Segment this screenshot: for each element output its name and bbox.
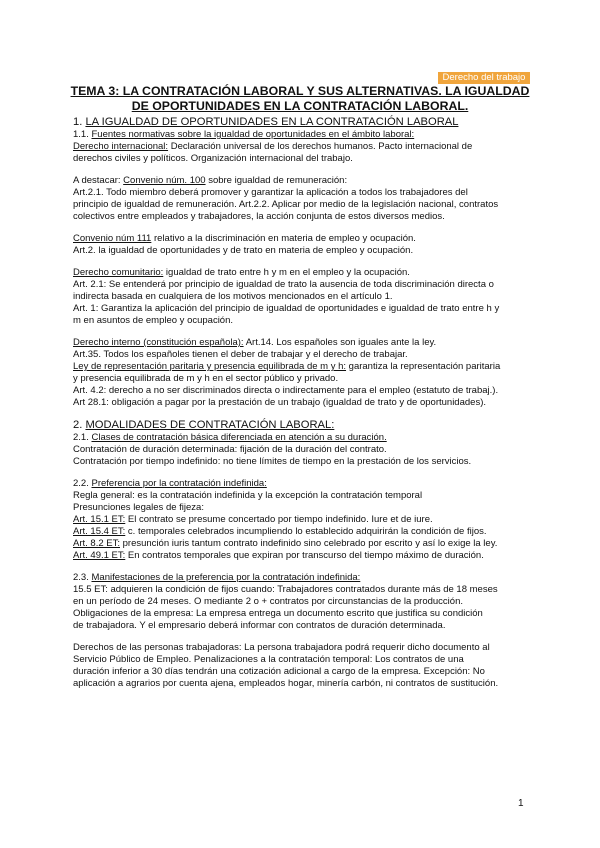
page-title bbox=[70, 84, 530, 114]
subsection-title: Clases de contratación básica diferenciada en atención a su duración. bbox=[91, 432, 387, 443]
term-label: Derecho internacional: bbox=[73, 141, 169, 152]
paragraph-line bbox=[73, 337, 535, 349]
section-number: 2. bbox=[73, 419, 86, 431]
paragraph-line: Regla general: es la contratación indefinida y la excepción la contratación temporal bbox=[73, 490, 423, 501]
subsection-2-1-heading bbox=[73, 432, 535, 444]
paragraph-line: Art.2.1. Todo miembro deberá promover y garantizar la aplicación a todos los trabajadores del bbox=[73, 187, 468, 198]
paragraph-line bbox=[73, 526, 535, 538]
text: igualdad de trato entre h y m en el empleo y la ocupación. bbox=[163, 267, 410, 278]
paragraph-line: derechos civiles y políticos. Organización internacional del trabajo. bbox=[73, 153, 353, 164]
subsection-2-2-heading bbox=[73, 478, 535, 490]
paragraph-line bbox=[73, 538, 535, 550]
paragraph-line: principio de igualdad de remuneración. Art.2.2. Aplicar por medio de la legislación nacional, contratos bbox=[73, 199, 499, 210]
article-label: Art. 15.1 ET: bbox=[73, 514, 126, 525]
paragraph-line bbox=[73, 233, 535, 245]
paragraph-line bbox=[73, 550, 535, 562]
text: garantiza la representación paritaria bbox=[346, 361, 501, 372]
article-label: Art. 15.4 ET: bbox=[73, 526, 126, 537]
paragraph-line: duración inferior a 30 días tendrán una cotización adicional a cargo de la empresa. Excepción: No bbox=[73, 666, 485, 677]
paragraph-line bbox=[73, 267, 535, 279]
term-label: Convenio núm. 100 bbox=[123, 175, 206, 186]
text: c. temporales celebrados incumpliendo lo establecido adquirirán la condición de fijos. bbox=[125, 526, 487, 537]
paragraph-line: Art. 2.1: Se entenderá por principio de igualdad de trato la ausencia de toda discriminación directa o bbox=[73, 279, 494, 290]
text: A destacar: bbox=[73, 175, 124, 186]
text: presunción iuris tantum contrato indefinido sino celebrado por escrito y así lo exige la ley. bbox=[120, 538, 498, 549]
section-2-heading bbox=[73, 419, 535, 432]
paragraph-line: Derechos de las personas trabajadoras: La persona trabajadora podrá requerir dicho documento al bbox=[73, 642, 490, 653]
paragraph-line: Servicio Público de Empleo. Penalizaciones a la contratación temporal: Los contratos de una bbox=[73, 654, 464, 665]
paragraph-line: Art.2. la igualdad de oportunidades y de trato en materia de empleo y ocupación. bbox=[73, 245, 414, 256]
term-label: Convenio núm 111 bbox=[73, 233, 152, 244]
subsection-1-1-heading bbox=[73, 129, 535, 141]
article-label: Art. 8.2 ET: bbox=[73, 538, 120, 549]
paragraph-line bbox=[73, 361, 535, 373]
paragraph-line: en un período de 24 meses. O mediante 2 o + contratos por circunstancias de la producción. bbox=[73, 596, 463, 607]
text: Declaración universal de los derechos humanos. Pacto internacional de bbox=[168, 141, 473, 152]
document-body bbox=[73, 116, 535, 690]
paragraph-line: aplicación a agrarios por cuenta ajena, empleados hogar, minería carbón, ni contratos de sustitución. bbox=[73, 678, 499, 689]
paragraph-line: Contratación por tiempo indefinido: no tiene límites de tiempo en la prestación de los servicios. bbox=[73, 456, 472, 467]
text: En contratos temporales que expiran por transcurso del tiempo máximo de duración. bbox=[125, 550, 484, 561]
paragraph-line: de trabajadora. Y el empresario deberá informar con contratos de duración determinada. bbox=[73, 620, 446, 631]
term-label: Derecho comunitario: bbox=[73, 267, 164, 278]
paragraph-line: Contratación de duración determinada: fijación de la duración del contrato. bbox=[73, 444, 387, 455]
subsection-title: Manifestaciones de la preferencia por la contratación indefinida: bbox=[91, 572, 361, 583]
text: relativo a la discriminación en materia de empleo y ocupación. bbox=[151, 233, 416, 244]
title-line-2: DE OPORTUNIDADES EN LA CONTRATACIÓN LABORAL. bbox=[131, 99, 469, 113]
paragraph-line bbox=[73, 514, 535, 526]
paragraph-line: Art.35. Todos los españoles tienen el deber de trabajar y el derecho de trabajar. bbox=[73, 349, 408, 360]
text: sobre igualdad de remuneración: bbox=[205, 175, 348, 186]
subsection-title: Preferencia por la contratación indefinida: bbox=[91, 478, 267, 489]
title-line-1: TEMA 3: LA CONTRATACIÓN LABORAL Y SUS ALTERNATIVAS. LA IGUALDAD bbox=[70, 84, 530, 98]
subsection-number: 1.1. bbox=[73, 129, 92, 140]
subsection-number: 2.1. bbox=[73, 432, 92, 443]
section-number: 1. bbox=[73, 116, 86, 128]
subsection-title: Fuentes normativas sobre la igualdad de oportunidades en el ámbito laboral: bbox=[91, 129, 415, 140]
paragraph-line: Art. 4.2: derecho a no ser discriminados directa o indirectamente para el empleo (estatuto de trabaj.). bbox=[73, 385, 499, 396]
text: Art.14. Los españoles son iguales ante la ley. bbox=[243, 337, 437, 348]
section-1-heading bbox=[73, 116, 535, 129]
paragraph-line: Presunciones legales de fijeza: bbox=[73, 502, 204, 513]
section-title: LA IGUALDAD DE OPORTUNIDADES EN LA CONTRATACIÓN LABORAL bbox=[85, 116, 459, 128]
paragraph-line bbox=[73, 141, 535, 153]
subsection-number: 2.2. bbox=[73, 478, 92, 489]
paragraph-line: y presencia equilibrada de m y h en el sector público y privado. bbox=[73, 373, 339, 384]
header-tag: Derecho del trabajo bbox=[438, 72, 530, 84]
text: El contrato se presume concertado por tiempo indefinido. Iure et de iure. bbox=[125, 514, 433, 525]
term-label: Ley de representación paritaria y presencia equilibrada de m y h: bbox=[73, 361, 347, 372]
paragraph-line: Art 28.1: obligación a pagar por la prestación de un trabajo (igualdad de trato y de oportunidades). bbox=[73, 397, 486, 408]
article-label: Art. 49.1 ET: bbox=[73, 550, 126, 561]
section-title: MODALIDADES DE CONTRATACIÓN LABORAL: bbox=[85, 419, 335, 431]
paragraph-line: colectivos entre empleados y trabajadores, la acción conjunta de estos diversos medios. bbox=[73, 211, 445, 222]
paragraph-line bbox=[73, 175, 535, 187]
paragraph-line: indirecta basada en cualquiera de los motivos mencionados en el artículo 1. bbox=[73, 291, 393, 302]
paragraph-line: m en asuntos de empleo y ocupación. bbox=[73, 315, 234, 326]
term-label: Derecho interno (constitución española): bbox=[73, 337, 244, 348]
paragraph-line: 15.5 ET: adquieren la condición de fijos cuando: Trabajadores contratados durante más de 18 meses bbox=[73, 584, 498, 595]
paragraph-line: Obligaciones de la empresa: La empresa entrega un documento escrito que justifica su condición bbox=[73, 608, 483, 619]
page-number: 1 bbox=[518, 798, 524, 809]
paragraph-line: Art. 1: Garantiza la aplicación del principio de igualdad de oportunidades e igualdad de trato entre h y bbox=[73, 303, 500, 314]
subsection-2-3-heading bbox=[73, 572, 535, 584]
subsection-number: 2.3. bbox=[73, 572, 92, 583]
